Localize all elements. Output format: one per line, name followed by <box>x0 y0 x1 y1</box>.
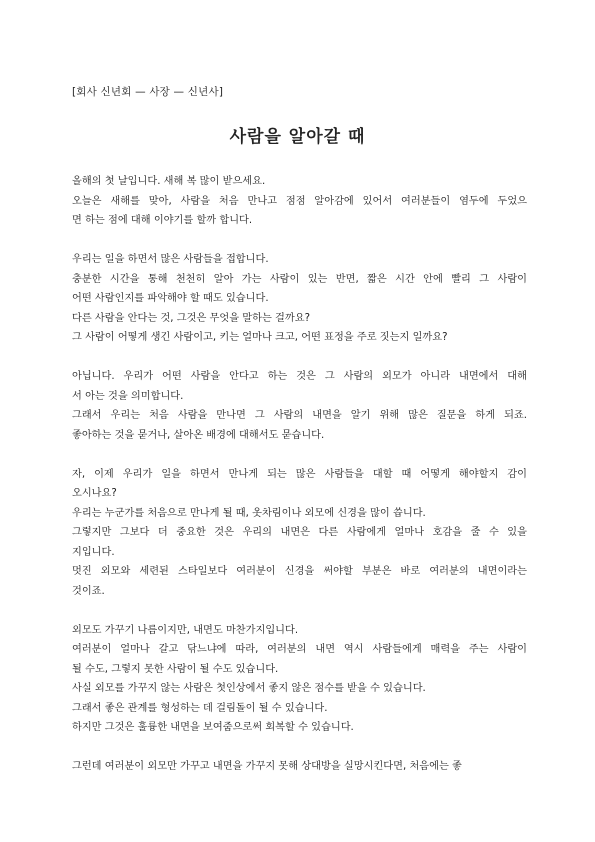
paragraph-line: 다른 사람을 안다는 것, 그것은 무엇을 말하는 걸까요? <box>72 312 310 324</box>
paragraph-line: 오늘은 새해를 맞아, 사람을 처음 만나고 점점 알아감에 있어서 여러분들이 염두에 두었으 <box>72 195 527 207</box>
body-paragraph <box>72 367 527 445</box>
paragraph-line: 그렇지만 그보다 더 중요한 것은 우리의 내면은 다른 사람에게 얼마나 호감을 줄 수 있을 <box>72 527 527 538</box>
body-paragraph <box>72 172 527 231</box>
body-paragraph <box>72 250 527 348</box>
paragraph-line: 올해의 첫 날입니다. 새해 복 많이 받으세요. <box>72 176 266 187</box>
paragraph-line: 사실 외모를 가꾸지 않는 사람은 첫인상에서 좋지 않은 점수를 받을 수 있습니다. <box>72 683 426 694</box>
body-paragraph <box>72 465 527 602</box>
paragraph-line: 그래서 우리는 처음 사람을 만나면 그 사람의 내면을 알기 위해 많은 질문을 하게 되죠. <box>72 410 527 421</box>
paragraph-line: 아닙니다. 우리가 어떤 사람을 안다고 하는 것은 그 사람의 외모가 아니라 내면에서 대해 <box>72 371 527 382</box>
body-paragraph <box>72 621 527 738</box>
document-title: 사람을 알아갈 때 <box>229 127 366 147</box>
paragraph-line: 지입니다. <box>72 546 115 558</box>
paragraph-line: 멋진 외모와 세련된 스타일보다 여러분이 신경을 써야할 부분은 바로 여러분의 내면이라는 <box>72 566 527 577</box>
paragraph-line: 그래서 좋은 관계를 형성하는 데 걸림돌이 될 수 있습니다. <box>72 702 328 714</box>
paragraph-line: 면 하는 점에 대해 이야기를 할까 합니다. <box>72 215 253 226</box>
paragraph-line: 것이죠. <box>72 585 105 597</box>
paragraph-line: 그런데 여러분이 외모만 가꾸고 내면을 가꾸지 못해 상대방을 실망시킨다면, 처음에는 좋 <box>72 761 462 772</box>
paragraph-line: 여러분이 얼마나 갈고 닦느냐에 따라, 여러분의 내면 역시 사람들에게 매력을 주는 사람이 <box>72 644 527 655</box>
paragraph-line: 좋아하는 것을 묻거나, 살아온 배경에 대해서도 묻습니다. <box>72 429 325 441</box>
paragraph-line: 자, 이제 우리가 일을 하면서 만나게 되는 많은 사람들을 대할 때 어떻게 해야할지 감이 <box>72 468 527 480</box>
paragraph-line: 그 사람이 어떻게 생긴 사람이고, 키는 얼마나 크고, 어떤 표정을 주로 짓는지 일까요? <box>72 332 448 343</box>
paragraph-line: 어떤 사람인지를 파악해야 할 때도 있습니다. <box>72 293 269 304</box>
paragraph-line: 서 아는 것을 의미합니다. <box>72 390 184 402</box>
paragraph-line: 우리는 누군가를 처음으로 만나게 될 때, 옷차림이나 외모에 신경을 많이 씁니다. <box>72 507 426 519</box>
paragraph-line: 충분한 시간을 통해 천천히 알아 가는 사람이 있는 반면, 짧은 시간 안에 빨리 그 사람이 <box>72 273 527 285</box>
body-paragraph <box>72 757 527 777</box>
document-header-tag: [회사 신년회 — 사장 — 신년사] <box>72 86 224 98</box>
paragraph-line: 외모도 가꾸기 나름이지만, 내면도 마찬가지입니다. <box>72 624 299 636</box>
document-body <box>72 172 527 796</box>
paragraph-line: 오시나요? <box>72 488 117 499</box>
paragraph-line: 될 수도, 그렇지 못한 사람이 될 수도 있습니다. <box>72 663 279 675</box>
paragraph-line: 하지만 그것은 훌륭한 내면을 보여줌으로써 회복할 수 있습니다. <box>72 722 354 733</box>
paragraph-line: 우리는 일을 하면서 많은 사람들을 접합니다. <box>72 254 269 265</box>
